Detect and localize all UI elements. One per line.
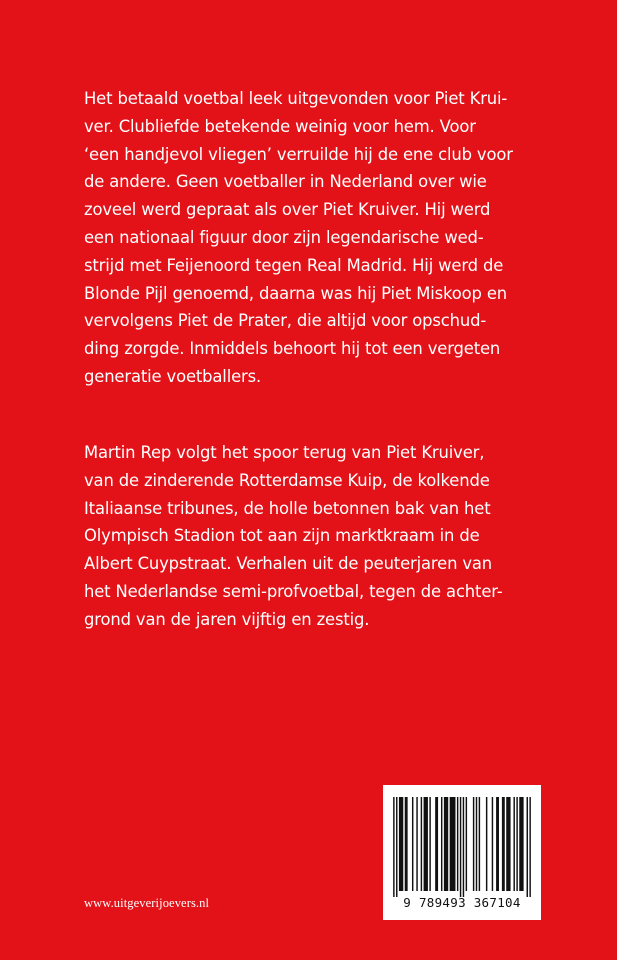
barcode-bar [506, 797, 510, 891]
isbn-digits: 9 789493 367104 [403, 895, 521, 910]
barcode-bar [492, 797, 493, 891]
blurb-line: de andere. Geen voetballer in Nederland over wie [84, 172, 487, 192]
blurb-line: Albert Cuypstraat. Verhalen uit de peuterjaren van [84, 554, 493, 574]
barcode-bar [513, 797, 514, 891]
barcode-bar [460, 797, 461, 897]
blurb-line: zoveel werd gepraat als over Piet Kruiver. Hij werd [84, 200, 491, 220]
barcode-bar [429, 797, 430, 891]
barcode-bar [399, 797, 403, 891]
barcode-bar [519, 797, 523, 891]
barcode-bar [405, 797, 408, 891]
blurb-line: het Nederlandse semi-profvoetbal, tegen de achter- [84, 581, 503, 601]
blurb-line: Olympisch Stadion tot aan zijn marktkraam in de [84, 526, 480, 546]
blurb-line: Italiaanse tribunes, de holle betonnen bak van het [84, 498, 491, 518]
barcode-bar [457, 797, 458, 891]
blurb-line: van de zinderende Rotterdamse Kuip, de kolkende [84, 470, 490, 490]
barcode-bar [396, 797, 397, 897]
blurb-line: grond van de jaren vijftig en zestig. [84, 609, 370, 629]
barcode-bar [435, 797, 438, 891]
blurb-line: Martin Rep volgt het spoor terug van Piet Kruiver, [84, 443, 485, 462]
blurb-line: vervolgens Piet de Prater, die altijd voor opschud- [84, 311, 487, 331]
blurb-line: ver. Clubliefde betekende weinig voor hem. Voor [84, 116, 476, 136]
barcode-bar [486, 797, 487, 891]
blurb-paragraph-1 [84, 85, 540, 391]
barcode-bar [466, 797, 467, 891]
barcode-bar [450, 797, 456, 891]
blurb-paragraph-2 [84, 439, 540, 634]
barcode-bar [516, 797, 517, 891]
barcode-bar [496, 797, 499, 891]
blurb-line: een nationaal figuur door zijn legendarische wed- [84, 227, 484, 247]
barcode-bar [476, 797, 477, 891]
publisher-website[interactable]: www.uitgeverijoevers.nl [84, 896, 210, 910]
barcode-bar [479, 797, 480, 891]
blurb-line: Het betaald voetbal leek uitgevonden voor Piet Krui- [84, 89, 508, 108]
barcode-bar [527, 797, 528, 897]
blurb-line: ‘een handjevol vliegen’ verruilde hij de ene club voor [84, 144, 513, 164]
blurb-line: ding zorgde. Inmiddels behoort hij tot een vergeten [84, 339, 501, 359]
barcode-bar [416, 797, 417, 891]
barcode-bar [463, 797, 464, 897]
blurb-line: generatie voetballers. [84, 366, 262, 386]
barcode-bar [444, 797, 448, 891]
barcode-bar [424, 797, 428, 891]
barcode-bar [421, 797, 422, 891]
blurb-line: strijd met Feijenoord tegen Real Madrid. Hij werd de [84, 255, 504, 275]
barcode-bar [502, 797, 505, 891]
barcode-bar [473, 797, 474, 891]
barcode-bar [393, 797, 394, 897]
barcode-bar [412, 797, 413, 891]
barcode [383, 785, 541, 920]
barcode-bar [441, 797, 442, 891]
blurb-line: Blonde Pijl genoemd, daarna was hij Piet Miskoop en [84, 283, 508, 303]
barcode-bar [529, 797, 530, 897]
